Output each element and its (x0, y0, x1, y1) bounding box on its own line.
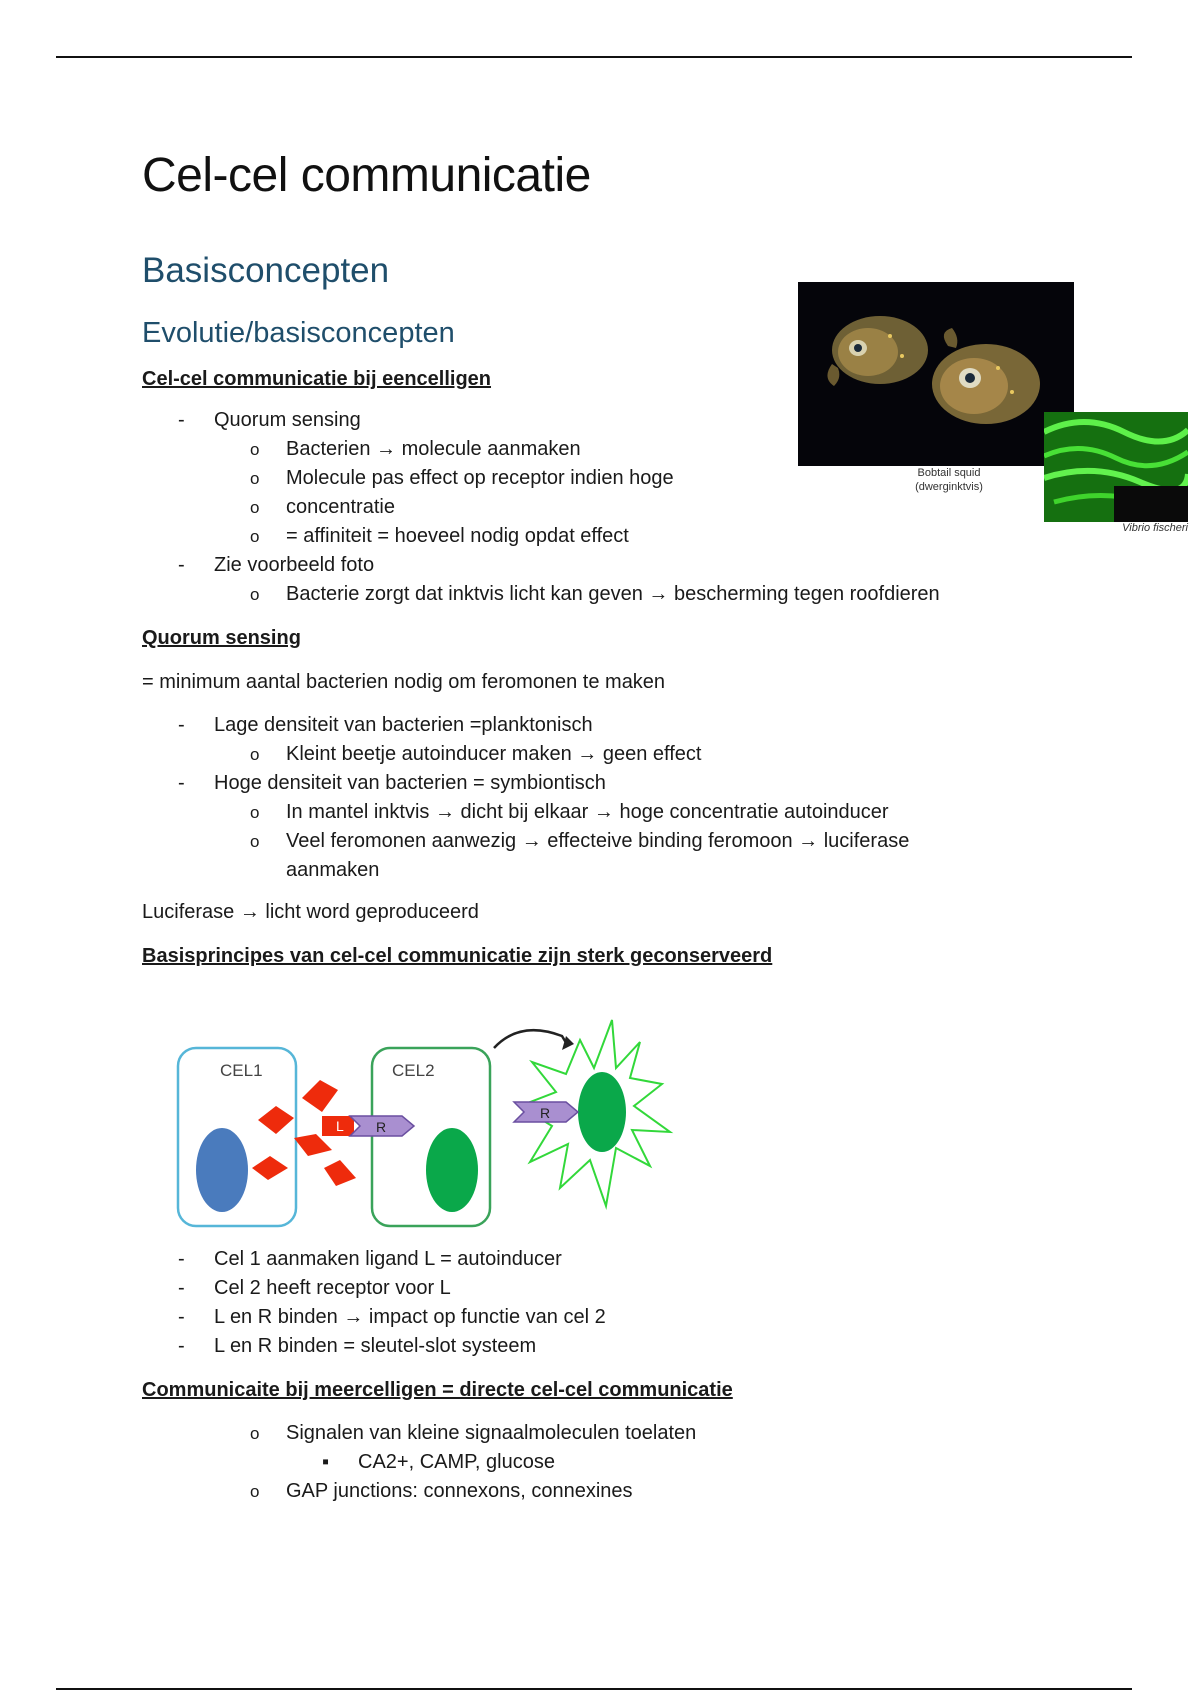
receptor-R-activated-label: R (540, 1105, 551, 1121)
list-item-continuation: aanmaken (286, 859, 380, 881)
section-heading-geconserveerd: Basisprincipes van cel-cel communicatie zijn sterk geconserveerd (142, 945, 773, 967)
list-item: - Hoge densiteit van bacterien = symbiontisch (142, 769, 1122, 798)
list-item: - L en R binden = sleutel-slot systeem (142, 1332, 1122, 1361)
ligand-molecule (258, 1106, 294, 1134)
section-heading-meercelligen: Communicaite bij meercelligen = directe cel-cel communicatie (142, 1379, 733, 1401)
section-heading-quorum: Quorum sensing (142, 627, 301, 649)
squid-illustration (798, 282, 1074, 466)
list-item: o GAP junctions: connexons, connexines (142, 1477, 1122, 1506)
ligand-molecule (252, 1156, 288, 1180)
squid-photo-collage (798, 282, 1188, 532)
list-item: o In mantel inktvis → dicht bij elkaar → hoge concentratie autoinducer (142, 798, 1122, 827)
squid-caption: Bobtail squid (dwerginktvis) (915, 467, 983, 493)
quorum-list (142, 711, 1122, 885)
ligand-list (142, 1245, 1122, 1361)
cel1-nucleus (196, 1128, 248, 1212)
ligand-molecule (302, 1080, 338, 1112)
receptor-R-label: R (376, 1119, 387, 1135)
burst-nucleus (578, 1072, 626, 1152)
list-item: - Zie voorbeeld foto (142, 551, 1122, 580)
list-item: o Signalen van kleine signaalmoleculen toelaten (142, 1419, 1122, 1448)
list-item: - Cel 2 heeft receptor voor L (142, 1274, 1122, 1303)
list-item-continuation: o concentratie (142, 493, 1122, 522)
list-item: - Cel 1 aanmaken ligand L = autoinducer (142, 1245, 1122, 1274)
ligand-molecule (294, 1134, 332, 1156)
arrow-curve (494, 1030, 568, 1048)
list-item: o Bacterie zorgt dat inktvis licht kan geven → bescherming tegen roofdieren (142, 580, 1122, 609)
list-item: o Bacterien → molecule aanmaken (142, 435, 1122, 464)
section-heading-eencelligen: Cel-cel communicatie bij eencelligen (142, 368, 492, 390)
list-item: - Quorum sensing (142, 406, 1122, 435)
vibrio-illustration (1044, 412, 1188, 522)
list-item: - L en R binden → impact op functie van cel 2 (142, 1303, 1122, 1332)
vibrio-fischeri-image (1044, 412, 1188, 522)
bobtail-squid-image (798, 282, 1074, 466)
ligand-molecule (324, 1160, 356, 1186)
luciferase-note: Luciferase → licht word geproduceerd (142, 901, 479, 923)
ligand-L-label: L (336, 1118, 344, 1134)
list-item: o = affiniteit = hoeveel nodig opdat effect (142, 522, 1122, 551)
cel1-label: CEL1 (220, 1061, 263, 1080)
bottom-rule (56, 1688, 1132, 1690)
page-title: Cel-cel communicatie (142, 149, 591, 202)
list-item: - Lage densiteit van bacterien =planktonisch (142, 711, 1122, 740)
list-item: ▪ CA2+, CAMP, glucose (142, 1448, 1122, 1477)
cel2-label: CEL2 (392, 1061, 435, 1080)
cell-communication-diagram (170, 1010, 700, 1250)
top-rule (56, 56, 1132, 58)
vibrio-caption: Vibrio fischeri (1122, 522, 1188, 534)
list-item: o Veel feromonen aanwezig → effecteive binding feromoon → luciferase (142, 827, 1122, 856)
quorum-definition: = minimum aantal bacterien nodig om feromonen te maken (142, 671, 666, 693)
meercelligen-list (142, 1419, 1122, 1506)
heading-basisconcepten: Basisconcepten (142, 251, 390, 290)
heading-evolutie: Evolutie/basisconcepten (142, 317, 455, 349)
list-item: o Kleint beetje autoinducer maken → geen effect (142, 740, 1122, 769)
list-item: o Molecule pas effect op receptor indien hoge (142, 464, 1122, 493)
cel2-nucleus (426, 1128, 478, 1212)
